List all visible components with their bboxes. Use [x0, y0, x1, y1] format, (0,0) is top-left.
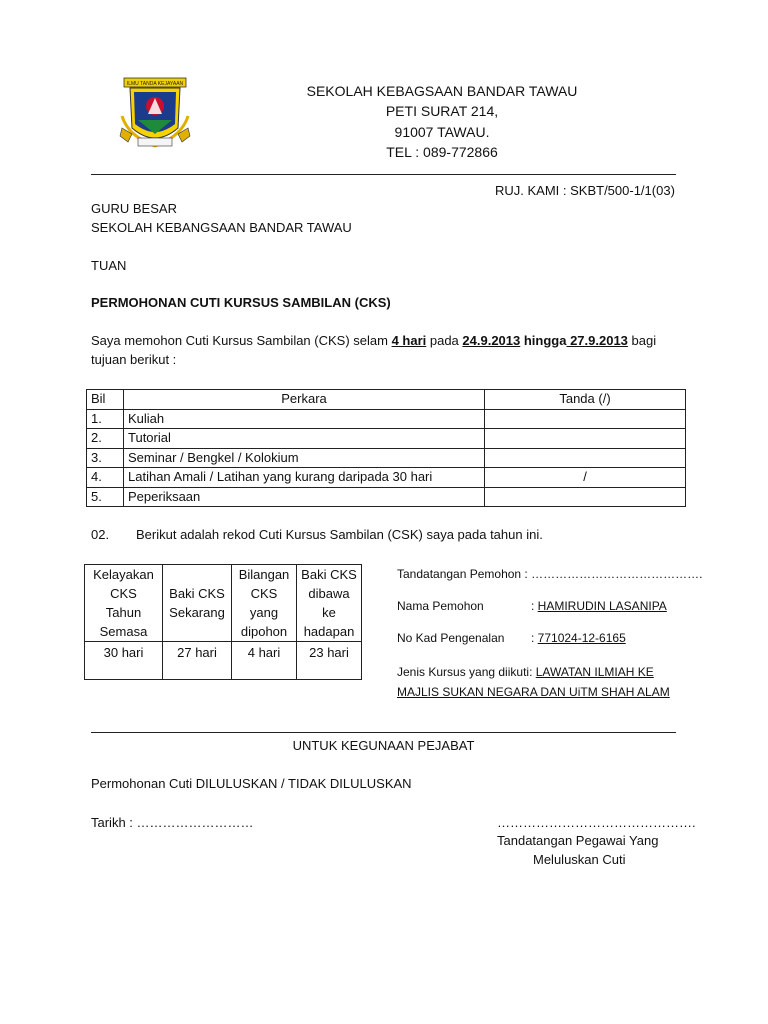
- table-header-row: [87, 390, 686, 410]
- header-line: Baki CKS: [169, 586, 225, 601]
- row-bil: 4.: [87, 468, 124, 488]
- applicant-name-label: Nama Pemohon: [397, 599, 484, 613]
- po-box: PETI SURAT 214,: [385, 103, 499, 119]
- row-perkara: Peperiksaan: [124, 487, 485, 507]
- row-tanda: [485, 448, 686, 468]
- body-text: bagi: [627, 333, 657, 348]
- body-paragraph-line2: tujuan berikut :: [91, 352, 177, 367]
- table-row: [87, 448, 686, 468]
- body-text: Saya memohon Cuti Kursus Sambilan (CKS) selam: [91, 333, 392, 348]
- applicant-name: [531, 597, 667, 615]
- applicant-name-value: HAMIRUDIN LASANIPA: [537, 599, 667, 613]
- section-text: Berikut adalah rekod Cuti Kursus Sambilan (CSK) saya pada tahun ini.: [136, 527, 543, 542]
- crest-motto: ILMU TANDA KEJAYAAN: [126, 81, 184, 87]
- header-line: ke: [322, 605, 336, 620]
- row-tanda: [485, 487, 686, 507]
- record-value-row: [85, 642, 362, 680]
- row-perkara: Tutorial: [124, 429, 485, 449]
- course-type: [397, 663, 654, 681]
- recipient-title: GURU BESAR: [91, 201, 177, 216]
- salutation: TUAN: [91, 258, 127, 273]
- col-perkara-header: Perkara: [124, 390, 485, 410]
- approver-title-line2: Meluluskan Cuti: [533, 852, 626, 867]
- header-kelayakan: [85, 565, 163, 642]
- header-line: yang: [249, 605, 279, 620]
- course-value-line1: LAWATAN ILMIAH KE: [535, 665, 654, 679]
- row-tanda: [485, 409, 686, 429]
- recipient-school: SEKOLAH KEBANGSAAN BANDAR TAWAU: [91, 220, 352, 235]
- applicant-ic: [531, 629, 626, 647]
- school-name: SEKOLAH KEBAGSAAN BANDAR TAWAU: [306, 83, 578, 99]
- table-row: [87, 468, 686, 488]
- table-row: [87, 409, 686, 429]
- approver-title-line1: Tandatangan Pegawai Yang: [497, 833, 659, 848]
- header-line: Bilangan: [238, 567, 290, 582]
- header-line: Tahun: [105, 605, 142, 620]
- body-text: pada: [426, 333, 463, 348]
- row-bil: 1.: [87, 409, 124, 429]
- subject-heading: PERMOHONAN CUTI KURSUS SAMBILAN (CKS): [91, 295, 391, 310]
- header-line: dipohon: [240, 624, 288, 639]
- leave-days: 4 hari: [391, 333, 427, 348]
- col-tanda-header: Tanda (/): [485, 390, 686, 410]
- row-tanda: /: [485, 468, 686, 488]
- leave-record-table: [84, 564, 362, 680]
- header-divider: [91, 174, 676, 175]
- row-bil: 2.: [87, 429, 124, 449]
- header-line: CKS: [110, 586, 137, 601]
- section-number: 02.: [91, 527, 110, 542]
- telephone: TEL : 089-772866: [386, 144, 498, 160]
- separator: :: [531, 631, 538, 645]
- header-line: hadapan: [303, 624, 355, 639]
- header-line: CKS: [250, 586, 278, 601]
- date-to: 27.9.2013: [566, 333, 628, 348]
- reference-number: RUJ. KAMI : SKBT/500-1/1(03): [495, 183, 675, 198]
- row-perkara: Kuliah: [124, 409, 485, 429]
- value-baki-dibawa: 23 hari: [297, 642, 362, 680]
- date-from: 24.9.2013: [462, 333, 521, 348]
- col-bil-header: Bil: [87, 390, 124, 410]
- table-row: [87, 429, 686, 449]
- office-divider: [91, 732, 676, 733]
- activity-table: [86, 389, 686, 507]
- approver-signature-line: ……………………………………….: [497, 815, 696, 830]
- row-bil: 3.: [87, 448, 124, 468]
- approval-date: Tarikh : ………………………: [91, 815, 254, 830]
- approval-decision: Permohonan Cuti DILULUSKAN / TIDAK DILULUSKAN: [91, 776, 412, 791]
- office-title: UNTUK KEGUNAAN PEJABAT: [292, 738, 475, 753]
- value-baki-sekarang: 27 hari: [163, 642, 232, 680]
- header-baki-dibawa: [297, 565, 362, 642]
- header-baki-sekarang: [163, 565, 232, 642]
- record-header-row: [85, 565, 362, 642]
- header-line: dibawa: [308, 586, 350, 601]
- course-value-line2: MAJLIS SUKAN NEGARA DAN UiTM SHAH ALAM: [397, 685, 670, 699]
- header-line: Semasa: [99, 624, 148, 639]
- body-text: hingga: [520, 333, 567, 348]
- applicant-ic-label: No Kad Pengenalan: [397, 631, 505, 645]
- body-paragraph: [91, 332, 656, 350]
- row-bil: 5.: [87, 487, 124, 507]
- separator: :: [531, 599, 538, 613]
- applicant-ic-value: 771024-12-6165: [537, 631, 626, 645]
- postcode: 91007 TAWAU.: [394, 124, 490, 140]
- header-line: Sekarang: [169, 605, 225, 620]
- table-row: [87, 487, 686, 507]
- header-bilangan: [232, 565, 297, 642]
- row-perkara: Latihan Amali / Latihan yang kurang daripada 30 hari: [124, 468, 485, 488]
- course-label: Jenis Kursus yang diikuti:: [397, 665, 536, 679]
- header-line: Kelayakan: [93, 567, 154, 582]
- row-tanda: [485, 429, 686, 449]
- header-line: Baki CKS: [301, 567, 357, 582]
- applicant-signature-label: Tandatangan Pemohon : …………………………………….: [397, 567, 703, 581]
- row-perkara: Seminar / Bengkel / Kolokium: [124, 448, 485, 468]
- school-crest-logo: [118, 76, 192, 156]
- value-kelayakan: 30 hari: [85, 642, 163, 680]
- value-bilangan: 4 hari: [232, 642, 297, 680]
